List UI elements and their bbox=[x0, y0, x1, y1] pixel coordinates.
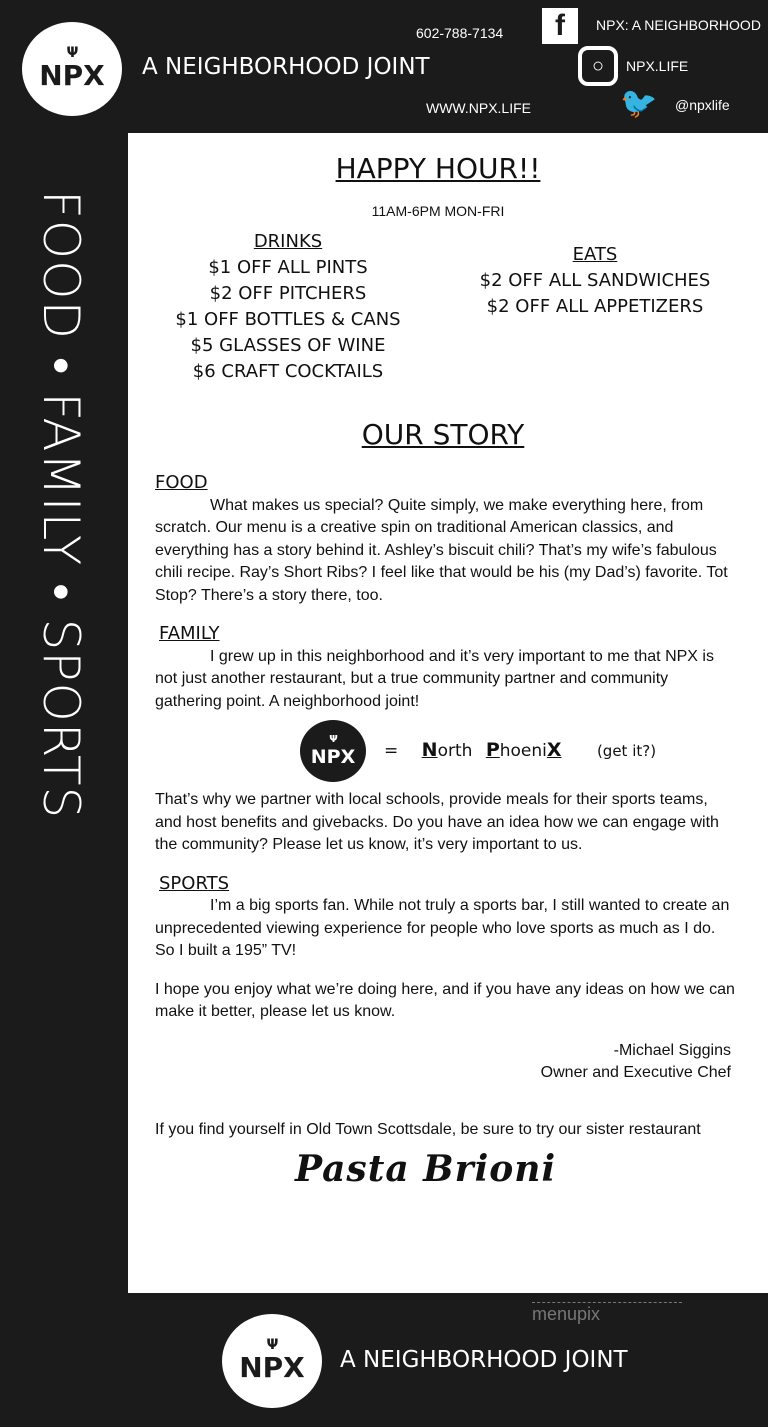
signature-block bbox=[155, 1040, 731, 1085]
twitter-icon[interactable]: 🐦 bbox=[620, 87, 658, 120]
sports-heading: SPORTS bbox=[159, 872, 230, 894]
drink-item: $6 CRAFT COCKTAILS bbox=[192, 361, 384, 382]
sports-section bbox=[155, 873, 735, 963]
twitter-label[interactable]: @npxlife bbox=[675, 97, 730, 113]
family-heading: FAMILY bbox=[159, 623, 220, 644]
sister-restaurant-logo: Pasta Brioni bbox=[295, 1148, 557, 1190]
food-section bbox=[155, 472, 735, 607]
drink-item: $1 OFF BOTTLES & CANS bbox=[175, 309, 401, 330]
facebook-icon[interactable]: f bbox=[542, 8, 578, 44]
side-banner: FOOD • FAMILY • SPORTS bbox=[32, 190, 90, 820]
eat-item: $2 OFF ALL SANDWICHES bbox=[479, 270, 711, 291]
signature: -Michael Siggins bbox=[613, 1041, 731, 1059]
happy-hour-time: 11AM-6PM MON-FRI bbox=[371, 203, 505, 219]
signature-title: Owner and Executive Chef bbox=[540, 1064, 731, 1081]
story-body bbox=[155, 472, 735, 1191]
footer-tagline: A NEIGHBORHOOD JOINT bbox=[340, 1347, 628, 1373]
phone-number[interactable]: 602-788-7134 bbox=[416, 25, 504, 41]
family-text: I grew up in this neighborhood and it’s very important to me that NPX is not just another restaurant, but a true community partner and community gathering point. A neighborhood joint! bbox=[155, 647, 714, 710]
fork-icon: Ψ bbox=[66, 44, 78, 61]
sister-text: If you find yourself in Old Town Scottsdale, be sure to try our sister restaurant bbox=[155, 1120, 701, 1138]
eat-item: $2 OFF ALL APPETIZERS bbox=[486, 296, 704, 317]
food-text: What makes us special? Quite simply, we make everything here, from scratch. Our menu is a creative spin on traditional American classics, and everything has a story behind it. Ashley’s biscuit chili? That’s my wife’s fabulous chili recipe. Ray’s Short Ribs? I feel like that would be his (my Dad’s) favorite. Tot Stop? There’s a story there, too. bbox=[155, 496, 728, 604]
website-link[interactable]: WWW.NPX.LIFE bbox=[426, 100, 531, 116]
footer-npx-logo: Ψ NPX bbox=[222, 1314, 322, 1408]
drink-item: $2 OFF PITCHERS bbox=[209, 283, 367, 304]
header-tagline: A NEIGHBORHOOD JOINT bbox=[142, 54, 430, 80]
facebook-label[interactable]: NPX: A NEIGHBORHOOD bbox=[596, 17, 761, 33]
drinks-list bbox=[168, 229, 408, 385]
npx-equation: = North PhoeniX (get it?) bbox=[384, 739, 657, 762]
story-title: OUR STORY bbox=[361, 418, 525, 451]
drink-item: $5 GLASSES OF WINE bbox=[190, 335, 386, 356]
eats-list bbox=[470, 242, 720, 320]
family-section bbox=[155, 623, 735, 713]
instagram-label[interactable]: NPX.LIFE bbox=[626, 58, 689, 74]
eats-heading: EATS bbox=[572, 244, 618, 265]
food-heading: FOOD bbox=[155, 472, 208, 493]
npx-equation-row bbox=[300, 719, 735, 783]
npx-logo: Ψ NPX bbox=[22, 22, 122, 116]
fork-icon: Ψ bbox=[266, 1336, 278, 1353]
npx-logo-small: Ψ NPX bbox=[300, 720, 366, 782]
family-text-2: That’s why we partner with local schools, provide meals for their sports teams, and host benefits and givebacks. Do you have an idea how we can engage with the community? Please let us know, it’s very important to us. bbox=[155, 791, 719, 853]
drink-item: $1 OFF ALL PINTS bbox=[208, 257, 368, 278]
instagram-icon[interactable]: ○ bbox=[578, 46, 618, 86]
happy-hour-title: HAPPY HOUR!! bbox=[335, 152, 541, 185]
drinks-heading: DRINKS bbox=[253, 231, 323, 252]
watermark: menupix bbox=[532, 1302, 682, 1324]
fork-icon: Ψ bbox=[329, 733, 337, 745]
closing-text: I hope you enjoy what we’re doing here, and if you have any ideas on how we can make it better, please let us know. bbox=[155, 980, 735, 1020]
sports-text: I’m a big sports fan. While not truly a sports bar, I still wanted to create an unprecedented viewing experience for people who love sports as much as I do. So I built a 195” TV! bbox=[155, 897, 730, 959]
